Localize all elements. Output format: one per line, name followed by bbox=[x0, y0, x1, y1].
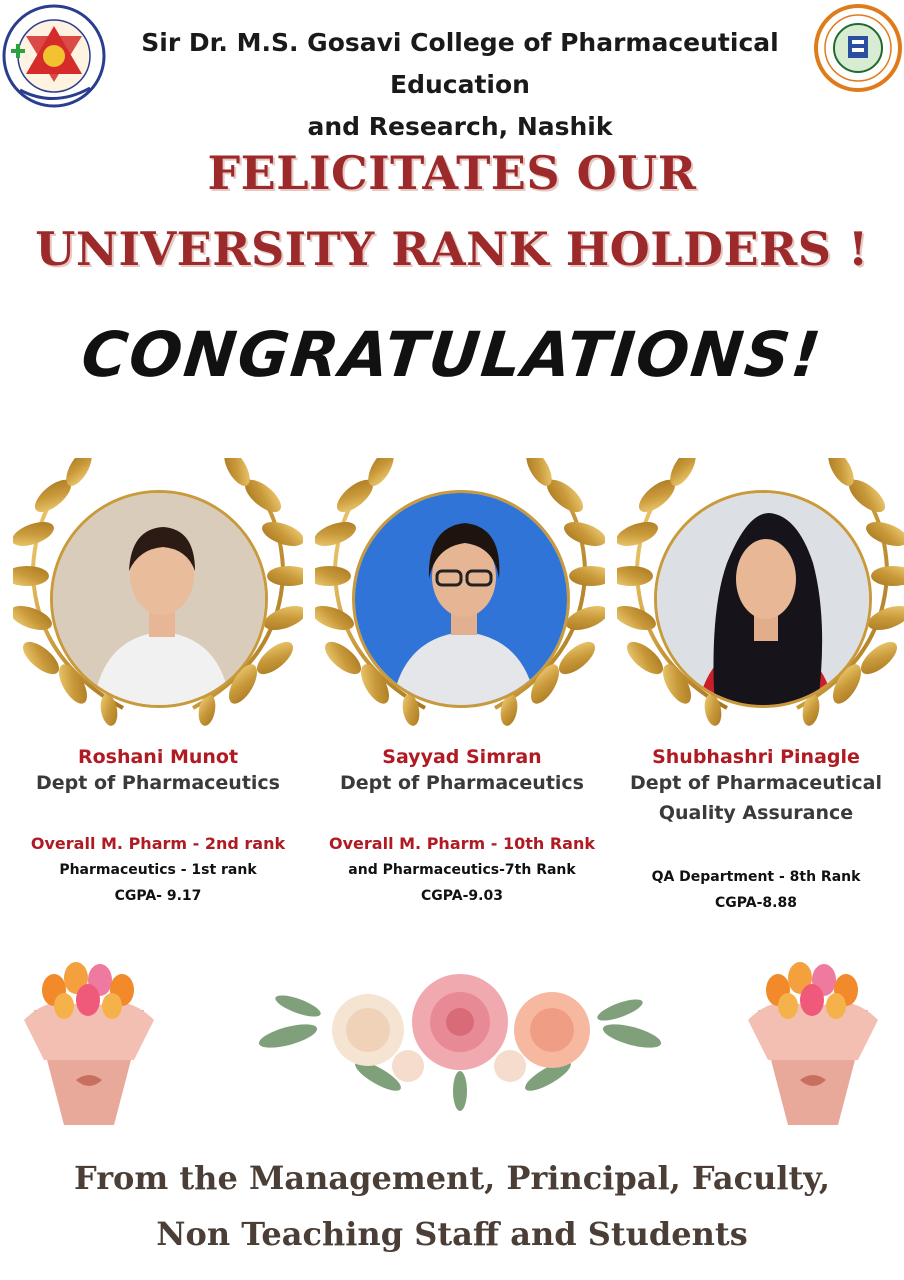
footer-line2: Non Teaching Staff and Students bbox=[156, 1215, 748, 1253]
footer-message bbox=[0, 1150, 904, 1262]
rank-holder-overall: Overall M. Pharm - 10th Rank bbox=[329, 834, 595, 853]
photo-roshani-munot bbox=[50, 490, 268, 708]
bouquet-icon bbox=[14, 950, 164, 1130]
rank-holder-dept: Dept of Pharmaceutics bbox=[340, 772, 584, 794]
rank-holder-card-1 bbox=[0, 746, 316, 909]
photo-shubhashri-pinagle bbox=[654, 490, 872, 708]
rank-holder-detail: and Pharmaceutics-7th Rank bbox=[348, 862, 576, 878]
congratulations-heading: CONGRATULATIONS! bbox=[78, 318, 826, 391]
college-emblem-icon bbox=[2, 4, 106, 108]
rank-holder-dept: Dept of Pharmaceutical bbox=[629, 772, 883, 794]
bouquet-icon bbox=[738, 950, 888, 1130]
rank-holder-cgpa: CGPA-9.03 bbox=[421, 888, 503, 904]
photo-sayyad-simran bbox=[352, 490, 570, 708]
rank-holder-overall: Overall M. Pharm - 2nd rank bbox=[30, 834, 286, 853]
rank-holder-name: Roshani Munot bbox=[77, 746, 239, 768]
rank-holder-cgpa: CGPA- 9.17 bbox=[114, 888, 202, 904]
headline-line1: FELICITATES OUR bbox=[207, 146, 697, 200]
rank-holder-card-2 bbox=[304, 746, 620, 909]
rose-garland-icon bbox=[258, 966, 662, 1116]
rank-holder-name: Sayyad Simran bbox=[382, 746, 542, 768]
gokhale-education-society-seal-icon bbox=[814, 4, 902, 92]
rank-holder-cgpa: CGPA-8.88 bbox=[715, 895, 797, 911]
college-name bbox=[100, 22, 820, 148]
college-name-line1: Sir Dr. M.S. Gosavi College of Pharmaceutical Education bbox=[141, 28, 779, 99]
rank-holder-name: Shubhashri Pinagle bbox=[652, 746, 860, 768]
rank-holder-dept: Dept of Pharmaceutics bbox=[36, 772, 280, 794]
rank-holder-detail: QA Department - 8th Rank bbox=[651, 869, 861, 885]
college-name-line2: and Research, Nashik bbox=[307, 112, 613, 141]
rank-holder-card-3 bbox=[608, 746, 904, 916]
rank-holder-dept-line2: Quality Assurance bbox=[658, 802, 854, 824]
footer-line1: From the Management, Principal, Faculty, bbox=[74, 1159, 830, 1197]
rank-holder-detail: Pharmaceutics - 1st rank bbox=[59, 862, 257, 878]
headline-line2: UNIVERSITY RANK HOLDERS ! bbox=[35, 222, 869, 276]
